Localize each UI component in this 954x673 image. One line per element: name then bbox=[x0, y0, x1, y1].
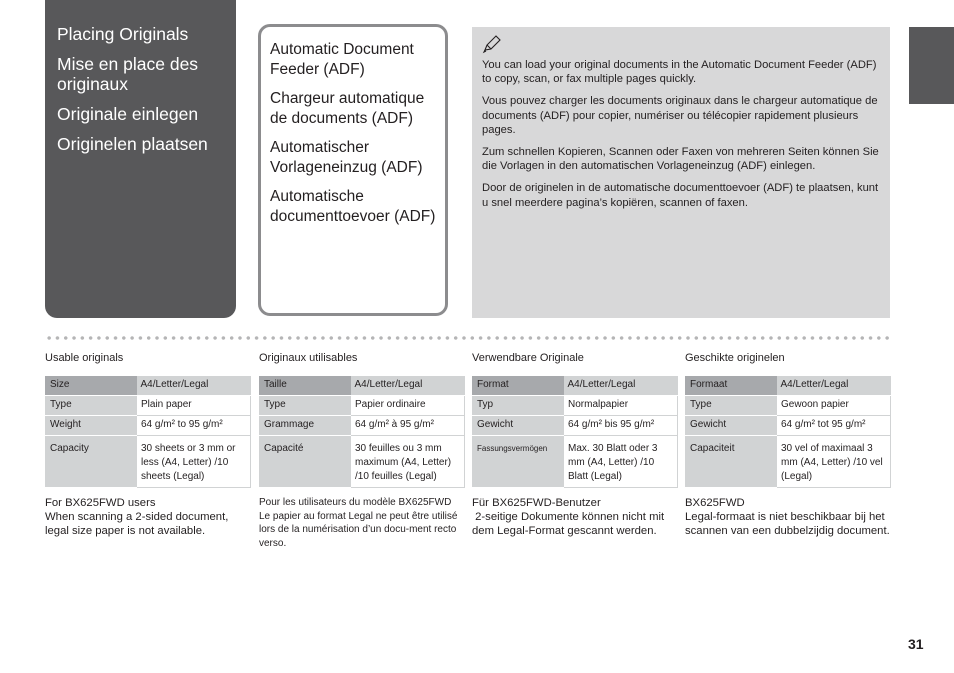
column-de bbox=[472, 352, 678, 538]
section-tab-marker bbox=[909, 27, 954, 104]
spec-value: 64 g/m² à 95 g/m² bbox=[351, 416, 465, 436]
column-note-text: Legal-formaat is niet beschikbaar bij het scannen van een dubbelzijdig document. bbox=[685, 511, 890, 537]
spec-key: Size bbox=[45, 376, 137, 396]
spec-key: Grammage bbox=[259, 416, 351, 436]
note-body bbox=[482, 58, 882, 218]
note-paragraph-nl: Door de originelen in de automatische documenttoevoer (ADF) te plaatsen, kunt u snel meerdere pagina’s kopiëren, scannen of faxen. bbox=[482, 182, 879, 209]
title-list bbox=[57, 24, 232, 164]
spec-table bbox=[472, 376, 678, 488]
table-row bbox=[472, 436, 678, 488]
spec-value: A4/Letter/Legal bbox=[137, 376, 251, 396]
adf-heading-de: Automatischer Vorlageneinzug (ADF) bbox=[270, 139, 423, 176]
table-row bbox=[259, 376, 465, 396]
pencil-icon bbox=[482, 34, 502, 54]
spec-value: Plain paper bbox=[137, 396, 251, 416]
spec-table bbox=[45, 376, 251, 488]
column-note bbox=[472, 496, 678, 538]
spec-value: A4/Letter/Legal bbox=[564, 376, 678, 396]
column-note bbox=[259, 496, 465, 550]
table-row bbox=[472, 396, 678, 416]
spec-key: Capacity bbox=[45, 436, 137, 488]
spec-key: Typ bbox=[472, 396, 564, 416]
column-note-text: 2-seitige Dokumente können nicht mit dem Legal-Format gescannt werden. bbox=[472, 511, 668, 537]
column-heading: Usable originals bbox=[45, 352, 124, 364]
table-row bbox=[45, 376, 251, 396]
title-en: Placing Originals bbox=[57, 24, 189, 44]
spec-value: 64 g/m² bis 95 g/m² bbox=[564, 416, 678, 436]
table-row bbox=[472, 416, 678, 436]
spec-value: Gewoon papier bbox=[777, 396, 891, 416]
title-fr: Mise en place des originaux bbox=[57, 54, 199, 94]
spec-value: 30 vel of maximaal 3 mm (A4, Letter) /10 vel (Legal) bbox=[777, 436, 891, 488]
column-heading: Verwendbare Originale bbox=[472, 352, 584, 364]
adf-heading-en: Automatic Document Feeder (ADF) bbox=[270, 41, 414, 78]
note-paragraph-en: You can load your original documents in the Automatic Document Feeder (ADF) to copy, scan, or fax multiple pages quickly. bbox=[482, 59, 877, 86]
table-row bbox=[685, 376, 891, 396]
note-paragraph-de: Zum schnellen Kopieren, Scannen oder Faxen von mehreren Seiten können Sie die Vorlagen in den automatischen Vorlageneinzug (ADF) einlegen. bbox=[482, 146, 879, 173]
spec-key: Format bbox=[472, 376, 564, 396]
note-panel bbox=[472, 27, 890, 318]
table-row bbox=[259, 416, 465, 436]
table-row bbox=[45, 436, 251, 488]
spec-key: Gewicht bbox=[685, 416, 777, 436]
title-de: Originale einlegen bbox=[57, 104, 199, 124]
spec-value: Max. 30 Blatt oder 3 mm (A4, Letter) /10 Blatt (Legal) bbox=[564, 436, 678, 488]
spec-key: Taille bbox=[259, 376, 351, 396]
spec-key: Capacité bbox=[259, 436, 351, 488]
table-row bbox=[259, 396, 465, 416]
column-fr bbox=[259, 352, 465, 550]
spec-table bbox=[259, 376, 465, 488]
column-note bbox=[45, 496, 251, 538]
column-note-text: Le papier au format Legal ne peut être utilisé lors de la numérisation d’un docu-ment recto verso. bbox=[259, 510, 458, 549]
spec-key: Fassungsvermögen bbox=[472, 436, 564, 488]
table-row bbox=[45, 416, 251, 436]
column-heading: Originaux utilisables bbox=[259, 352, 358, 364]
spec-value: Papier ordinaire bbox=[351, 396, 465, 416]
spec-value: 30 feuilles ou 3 mm maximum (A4, Letter) /10 feuilles (Legal) bbox=[351, 436, 465, 488]
column-note-title: Für BX625FWD-Benutzer bbox=[472, 497, 601, 509]
spec-key: Type bbox=[45, 396, 137, 416]
spec-value: A4/Letter/Legal bbox=[351, 376, 465, 396]
column-nl bbox=[685, 352, 891, 538]
spec-value: Normalpapier bbox=[564, 396, 678, 416]
column-note-title: For BX625FWD users bbox=[45, 497, 156, 509]
adf-heading-nl: Automatische documenttoevoer (ADF) bbox=[270, 188, 436, 225]
spec-key: Gewicht bbox=[472, 416, 564, 436]
spec-key: Capaciteit bbox=[685, 436, 777, 488]
adf-heading-box bbox=[258, 24, 448, 316]
dotted-divider bbox=[45, 336, 890, 340]
note-paragraph-fr: Vous pouvez charger les documents originaux dans le chargeur automatique de documents (ADF) pour copier, numériser ou télécopier rapidement plusieurs pages. bbox=[482, 95, 878, 136]
title-panel bbox=[45, 0, 236, 318]
table-row bbox=[685, 436, 891, 488]
table-row bbox=[685, 416, 891, 436]
spec-value: A4/Letter/Legal bbox=[777, 376, 891, 396]
page-number: 31 bbox=[908, 636, 924, 652]
column-heading: Geschikte originelen bbox=[685, 352, 785, 364]
spec-key: Type bbox=[685, 396, 777, 416]
column-note-title: Pour les utilisateurs du modèle BX625FWD bbox=[259, 497, 452, 508]
spec-value: 64 g/m² tot 95 g/m² bbox=[777, 416, 891, 436]
table-row bbox=[685, 396, 891, 416]
spec-key: Formaat bbox=[685, 376, 777, 396]
spec-key: Type bbox=[259, 396, 351, 416]
column-en bbox=[45, 352, 251, 538]
title-nl: Originelen plaatsen bbox=[57, 134, 208, 154]
spec-key: Weight bbox=[45, 416, 137, 436]
spec-value: 64 g/m² to 95 g/m² bbox=[137, 416, 251, 436]
column-note-title: BX625FWD bbox=[685, 497, 745, 509]
spec-value: 30 sheets or 3 mm or less (A4, Letter) /10 sheets (Legal) bbox=[137, 436, 251, 488]
spec-table bbox=[685, 376, 891, 488]
table-row bbox=[472, 376, 678, 396]
adf-heading-fr: Chargeur automatique de documents (ADF) bbox=[270, 90, 425, 127]
column-note-text: When scanning a 2-sided document, legal size paper is not available. bbox=[45, 511, 229, 537]
table-row bbox=[259, 436, 465, 488]
column-note bbox=[685, 496, 891, 538]
table-row bbox=[45, 396, 251, 416]
